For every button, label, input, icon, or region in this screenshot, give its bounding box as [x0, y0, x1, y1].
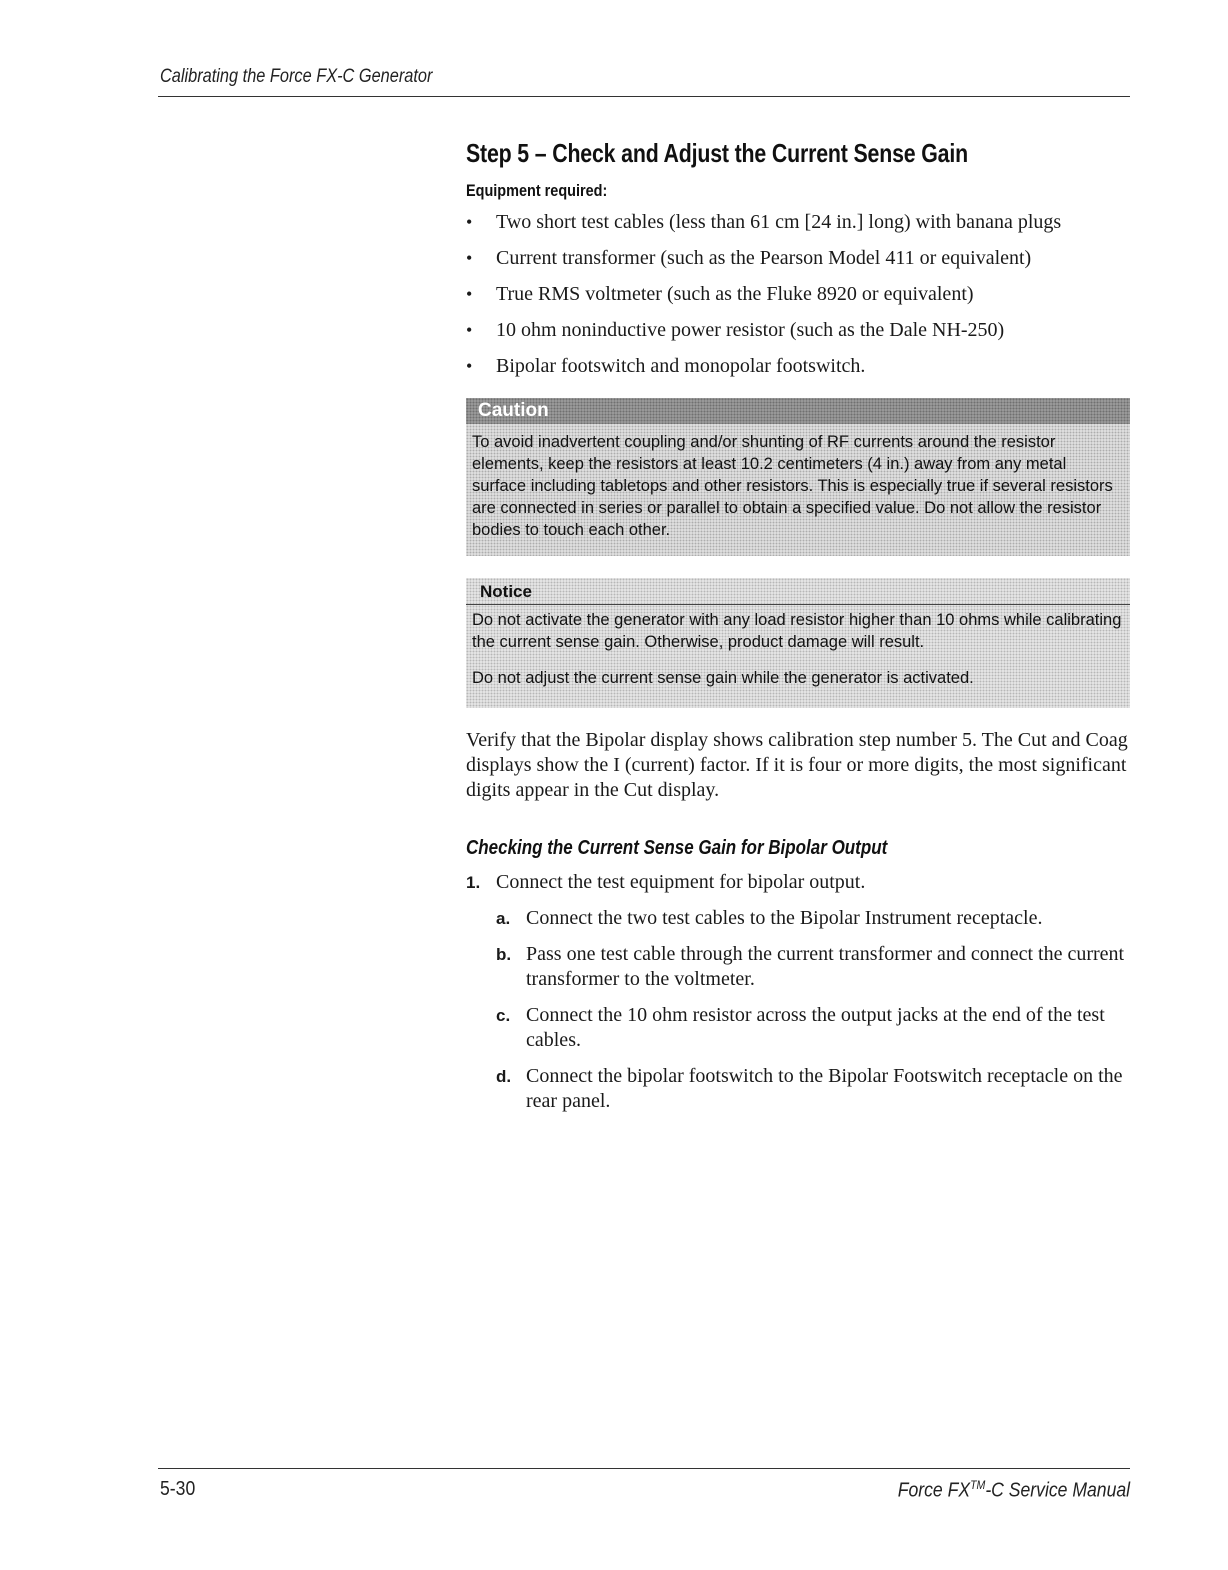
substep-item — [466, 942, 1130, 992]
main-content — [466, 138, 1130, 1114]
caution-text: To avoid inadvertent coupling and/or shunting of RF currents around the resistor elements, keep the resistors at least 10.2 centimeters (4 in.) away from any metal surface including tabletops and other resistors. This is especially true if several resistors are connected in series or parallel to obtain a specified value. Do not allow the resistor bodies to touch each other. — [472, 433, 1113, 539]
manual-title: Force FX™-C Service Manual — [897, 1478, 1130, 1502]
footer-divider — [158, 1468, 1130, 1469]
section-title: Step 5 – Check and Adjust the Current Sense Gain — [466, 138, 968, 168]
running-header-title: Calibrating the Force FX-C Generator — [160, 66, 433, 87]
bullet-icon: • — [466, 212, 473, 232]
notice-text-1: Do not activate the generator with any load resistor higher than 10 ohms while calibrating the current sense gain. Otherwise, product damage will result. — [472, 611, 1122, 651]
equipment-list — [466, 209, 1130, 379]
substep-letter: c. — [496, 1006, 511, 1025]
substep-text: Connect the bipolar footswitch to the Bipolar Footswitch receptacle on the rear panel. — [526, 1065, 1123, 1112]
substep-text: Connect the 10 ohm resistor across the output jacks at the end of the test cables. — [526, 1004, 1105, 1051]
bullet-icon: • — [466, 356, 473, 376]
equipment-label: Equipment required: — [466, 181, 608, 200]
substep-item — [466, 1064, 1130, 1114]
list-item: • True RMS voltmeter (such as the Fluke 8920 or equivalent) — [466, 283, 974, 305]
substep-text: Pass one test cable through the current transformer and connect the current transformer to the voltmeter. — [526, 943, 1125, 990]
procedure-step — [466, 870, 1130, 895]
page-number: 5-30 — [160, 1478, 196, 1500]
substep-item — [466, 906, 1130, 931]
step-number: 1. — [466, 873, 481, 892]
header-divider — [158, 96, 1130, 97]
notice-label: Notice — [480, 582, 532, 601]
caution-box — [466, 398, 1130, 556]
verify-paragraph: Verify that the Bipolar display shows calibration step number 5. The Cut and Coag displays show the I (current) factor. If it is four or more digits, the most significant digits appear in the Cut display. — [466, 729, 1128, 801]
substep-letter: a. — [496, 909, 511, 928]
substep-letter: d. — [496, 1067, 512, 1086]
bullet-icon: • — [466, 248, 473, 268]
step-text: Connect the test equipment for bipolar output. — [496, 871, 866, 893]
notice-box — [466, 578, 1130, 708]
list-item: • Current transformer (such as the Pearson Model 411 or equivalent) — [466, 247, 1032, 269]
bullet-icon: • — [466, 320, 473, 340]
list-item: • Two short test cables (less than 61 cm [24 in.] long) with banana plugs — [466, 211, 1062, 233]
list-item: • Bipolar footswitch and monopolar footswitch. — [466, 355, 866, 377]
substep-list — [466, 906, 1130, 1114]
subsection-title: Checking the Current Sense Gain for Bipolar Output — [466, 837, 888, 859]
bullet-icon: • — [466, 284, 473, 304]
notice-text-2: Do not adjust the current sense gain while the generator is activated. — [472, 669, 974, 687]
list-item: • 10 ohm noninductive power resistor (such as the Dale NH-250) — [466, 319, 1005, 341]
substep-item — [466, 1003, 1130, 1053]
substep-letter: b. — [496, 945, 512, 964]
substep-text: Connect the two test cables to the Bipolar Instrument receptacle. — [526, 907, 1043, 929]
caution-label: Caution — [466, 398, 1130, 424]
